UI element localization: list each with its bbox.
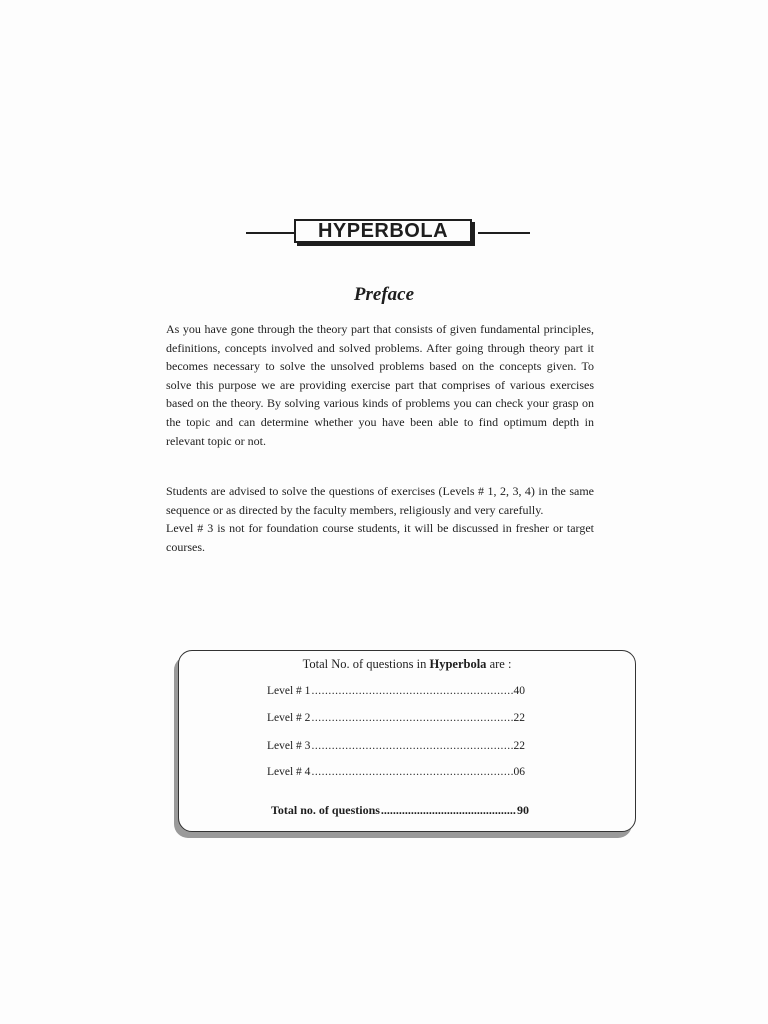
chapter-title: HYPERBOLA — [294, 219, 472, 243]
title-rule-right — [478, 232, 530, 234]
question-count-box — [178, 650, 636, 832]
dot-leader — [381, 803, 516, 818]
dot-leader — [311, 766, 512, 778]
level-count: 06 — [513, 766, 525, 778]
preface-paragraph-2 — [166, 482, 594, 556]
level-row — [267, 712, 525, 724]
question-box-title-prefix: Total No. of questions in — [302, 657, 430, 671]
dot-leader — [311, 740, 512, 752]
level-count: 40 — [513, 685, 525, 697]
dot-leader — [311, 685, 512, 697]
level-count: 22 — [513, 712, 525, 724]
preface-paragraph-1: As you have gone through the theory part that consists of given fundamental principles, definitions, concepts involved and solved problems. After going through theory part it becomes necessary to solve the unsolved problems based on the concepts given. To solve this purpose we are providing exercise part that comprises of various exercises based on the theory. By solving various kinds of problems you can check your grasp on the topic and can determine whether you have been able to find optimum depth in relevant topic or not. — [166, 322, 594, 448]
chapter-title-banner — [246, 219, 530, 247]
level-label: Level # 1 — [267, 685, 311, 697]
advice-text: Students are advised to solve the questions of exercises (Levels # 1, 2, 3, 4) in the same sequence or as directed by the faculty members, religiously and very carefully. — [166, 484, 594, 517]
level-label: Level # 2 — [267, 712, 311, 724]
level-count: 22 — [513, 740, 525, 752]
question-box-title-topic: Hyperbola — [429, 657, 487, 671]
level-row — [267, 740, 525, 752]
level-row — [267, 766, 525, 778]
level-label: Level # 3 — [267, 740, 311, 752]
level-label: Level # 4 — [267, 766, 311, 778]
dot-leader — [311, 712, 512, 724]
total-count: 90 — [517, 803, 529, 817]
question-box-title-suffix: are : — [486, 657, 512, 671]
question-box-title — [179, 657, 635, 672]
level-row — [267, 685, 525, 697]
total-questions-row — [271, 803, 529, 818]
preface-heading: Preface — [353, 284, 415, 305]
total-label: Total no. of questions — [271, 803, 380, 817]
title-rule-left — [246, 232, 296, 234]
level-3-note: Level # 3 is not for foundation course students, it will be discussed in fresher or target courses. — [166, 521, 594, 554]
